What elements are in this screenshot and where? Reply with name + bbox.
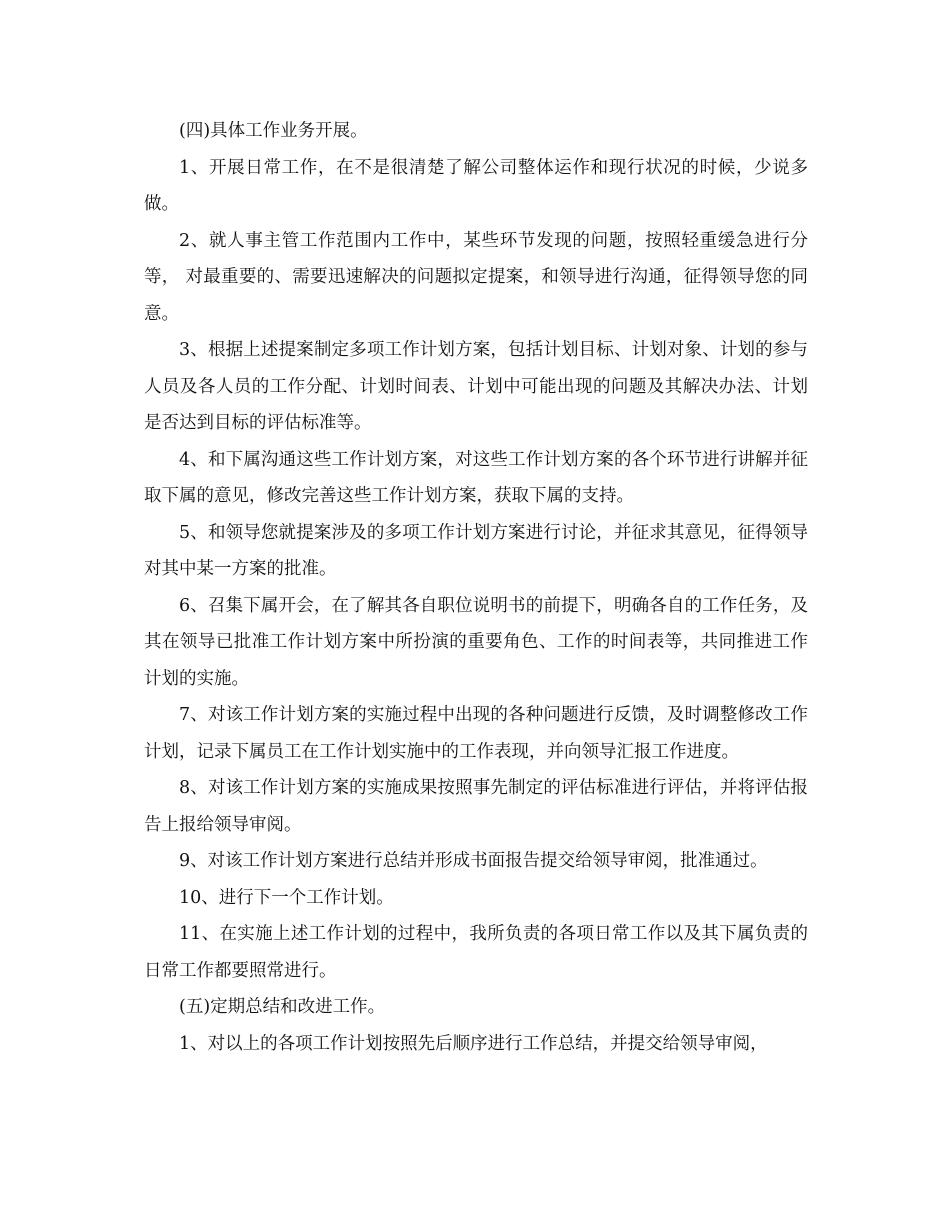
- paragraph-item-6: 6、召集下属开会，在了解其各自职位说明书的前提下，明确各自的工作任务，及其在领导已批准工作计划方案中所扮演的重要角色、工作的时间表等，共同推进工作计划的实施。: [144, 595, 808, 689]
- paragraph-item-2: 2、就人事主管工作范围内工作中，某些环节发现的问题，按照轻重缓急进行分等， 对最重要的、需要迅速解决的问题拟定提案，和领导进行沟通，征得领导您的同意。: [144, 230, 808, 324]
- paragraph-item-7: 7、对该工作计划方案的实施过程中出现的各种问题进行反馈，及时调整修改工作计划，记录下属员工在工作计划实施中的工作表现，并向领导汇报工作进度。: [144, 705, 808, 762]
- paragraph-item-11: 11、在实施上述工作计划的过程中，我所负责的各项日常工作以及其下属负责的日常工作都要照常进行。: [144, 924, 808, 981]
- paragraph-item-3: 3、根据上述提案制定多项工作计划方案，包括计划目标、计划对象、计划的参与人员及各人员的工作分配、计划时间表、计划中可能出现的问题及其解决办法、计划是否达到目标的评估标准等。: [144, 340, 808, 433]
- section-heading-5: (五)定期总结和改进工作。: [179, 997, 386, 1017]
- paragraph-item-10: 10、进行下一个工作计划。: [179, 887, 394, 908]
- paragraph-item-4: 4、和下属沟通这些工作计划方案，对这些工作计划方案的各个环节进行讲解并征取下属的意见，修改完善这些工作计划方案，获取下属的支持。: [144, 449, 808, 506]
- paragraph-item-8: 8、对该工作计划方案的实施成果按照事先制定的评估标准进行评估，并将评估报告上报给领导审阅。: [144, 778, 808, 835]
- paragraph-item-5-1: 1、对以上的各项工作计划按照先后顺序进行工作总结，并提交给领导审阅，: [179, 1033, 768, 1054]
- paragraph-item-9: 9、对该工作计划方案进行总结并形成书面报告提交给领导审阅，批准通过。: [179, 851, 768, 871]
- section-heading-4: (四)具体工作业务开展。: [179, 121, 368, 141]
- document-body: [144, 113, 808, 1062]
- paragraph-item-5: 5、和领导您就提案涉及的多项工作计划方案进行讨论，并征求其意见，征得领导对其中某一方案的批准。: [144, 522, 808, 579]
- paragraph-item-1: 1、开展日常工作，在不是很清楚了解公司整体运作和现行状况的时候，少说多做。: [144, 157, 808, 214]
